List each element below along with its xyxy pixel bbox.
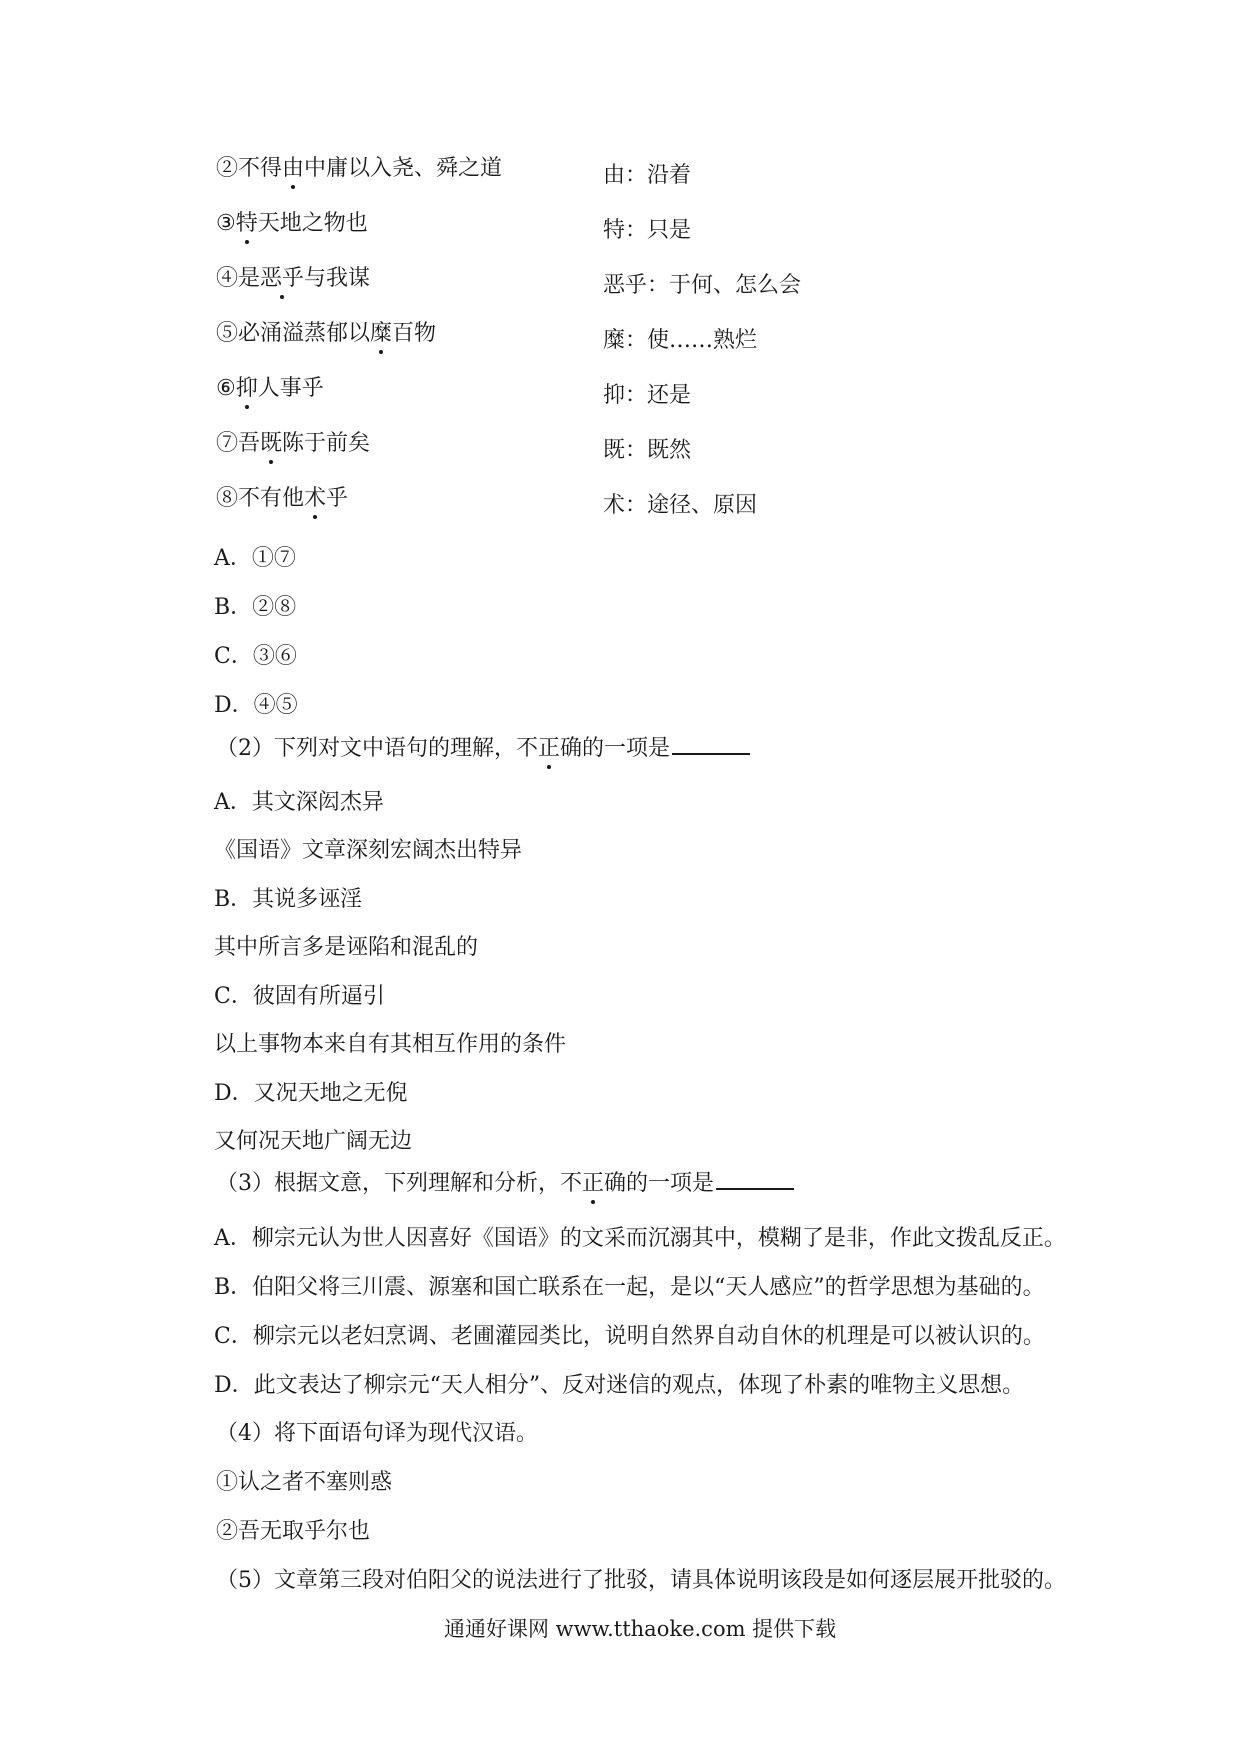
sentence-text: ⑤必涌溢蒸郁以 — [216, 321, 371, 346]
gloss-3: 特：只是 — [603, 218, 692, 243]
q3-option-a: A．柳宗元认为世人因喜好《国语》的文采而沉溺其中，模糊了是非，作此文拨乱反正。 — [214, 1226, 1066, 1251]
q3-option-b: B．伯阳父将三川震、源塞和国亡联系在一起，是以“天人感应”的哲学思想为基础的。 — [214, 1275, 1045, 1300]
sentence-item-3 — [216, 211, 368, 237]
emphasis-word: 糜 — [370, 321, 393, 346]
sentence-text: 人事乎 — [257, 376, 324, 401]
q1-option-c: C．③⑥ — [214, 644, 297, 669]
q2-option-c-explain: 以上事物本来自有其相互作用的条件 — [214, 1032, 567, 1057]
emphasis-word: 不正确 — [516, 736, 583, 761]
sentence-text: ⑧不有他 — [216, 486, 305, 511]
q4-item-2: ②吾无取乎尔也 — [216, 1519, 371, 1544]
q3-option-c: C．柳宗元以老妇烹调、老圃灌园类比，说明自然界自动自休的机理是可以被认识的。 — [214, 1324, 1045, 1349]
sentence-text: 中庸以入尧、舜之道 — [304, 156, 503, 181]
q2-option-a: A．其文深闳杰异 — [214, 790, 384, 815]
q3-prompt — [216, 1168, 794, 1197]
sentence-text: 乎 — [326, 486, 349, 511]
q4-item-1: ①认之者不塞则惑 — [216, 1470, 393, 1495]
q2-option-d: D．又况天地之无倪 — [214, 1081, 408, 1106]
gloss-8: 术：途径、原因 — [603, 493, 758, 518]
prompt-text: （3）根据文意，下列理解和分析， — [216, 1171, 560, 1196]
gloss-4: 恶乎：于何、怎么会 — [603, 273, 802, 298]
q4-prompt: （4）将下面语句译为现代汉语。 — [216, 1421, 538, 1446]
q2-option-b-explain: 其中所言多是诬陷和混乱的 — [214, 935, 479, 960]
sentence-item-6 — [216, 376, 324, 402]
sentence-text: 百物 — [392, 321, 437, 346]
sentence-text: ⑦吾 — [216, 431, 261, 456]
sentence-text: ⑥ — [216, 376, 236, 401]
sentence-item-7 — [216, 431, 370, 457]
answer-blank — [672, 733, 750, 755]
emphasis-word: 既 — [260, 431, 283, 456]
q2-option-c: C．彼固有所逼引 — [214, 984, 385, 1009]
q2-option-d-explain: 又何况天地广阔无边 — [214, 1129, 413, 1154]
q2-option-b: B．其说多诬淫 — [214, 887, 363, 912]
sentence-item-2 — [216, 156, 502, 182]
q1-option-d: D．④⑤ — [214, 693, 298, 718]
sentence-text: ④是 — [216, 266, 261, 291]
gloss-6: 抑：还是 — [603, 383, 692, 408]
emphasis-word: 不正确 — [560, 1171, 627, 1196]
footer-source: 通通好课网 www.tthaoke.com 提供下载 — [444, 1617, 837, 1641]
q3-option-d: D．此文表达了柳宗元“天人相分”、反对迷信的观点，体现了朴素的唯物主义思想。 — [214, 1373, 1025, 1398]
q1-option-a: A．①⑦ — [214, 546, 296, 571]
sentence-text: ②不得 — [216, 156, 283, 181]
sentence-text: 与我谋 — [304, 266, 371, 291]
gloss-7: 既：既然 — [603, 438, 692, 463]
q2-option-a-explain: 《国语》文章深刻宏阔杰出特异 — [214, 838, 523, 863]
q5-prompt: （5）文章第三段对伯阳父的说法进行了批驳，请具体说明该段是如何逐层展开批驳的。 — [216, 1568, 1066, 1593]
prompt-text: 的一项是 — [626, 1171, 715, 1196]
answer-blank — [716, 1168, 794, 1190]
gloss-5: 糜：使……熟烂 — [603, 328, 758, 353]
sentence-item-4 — [216, 266, 370, 292]
sentence-item-5 — [216, 321, 436, 347]
sentence-text: 天地之物也 — [257, 211, 368, 236]
emphasis-word: 特 — [235, 211, 258, 236]
sentence-text: 陈于前矣 — [282, 431, 371, 456]
sentence-text: ③ — [216, 211, 236, 236]
prompt-text: 的一项是 — [582, 736, 671, 761]
prompt-text: （2）下列对文中语句的理解， — [216, 736, 516, 761]
gloss-2: 由：沿着 — [603, 163, 692, 188]
emphasis-word: 恶乎 — [260, 266, 305, 291]
sentence-item-8 — [216, 486, 348, 512]
q1-option-b: B．②⑧ — [214, 595, 297, 620]
emphasis-word: 术 — [304, 486, 327, 511]
emphasis-word: 抑 — [235, 376, 258, 401]
q2-prompt — [216, 733, 750, 762]
emphasis-word: 由 — [282, 156, 305, 181]
